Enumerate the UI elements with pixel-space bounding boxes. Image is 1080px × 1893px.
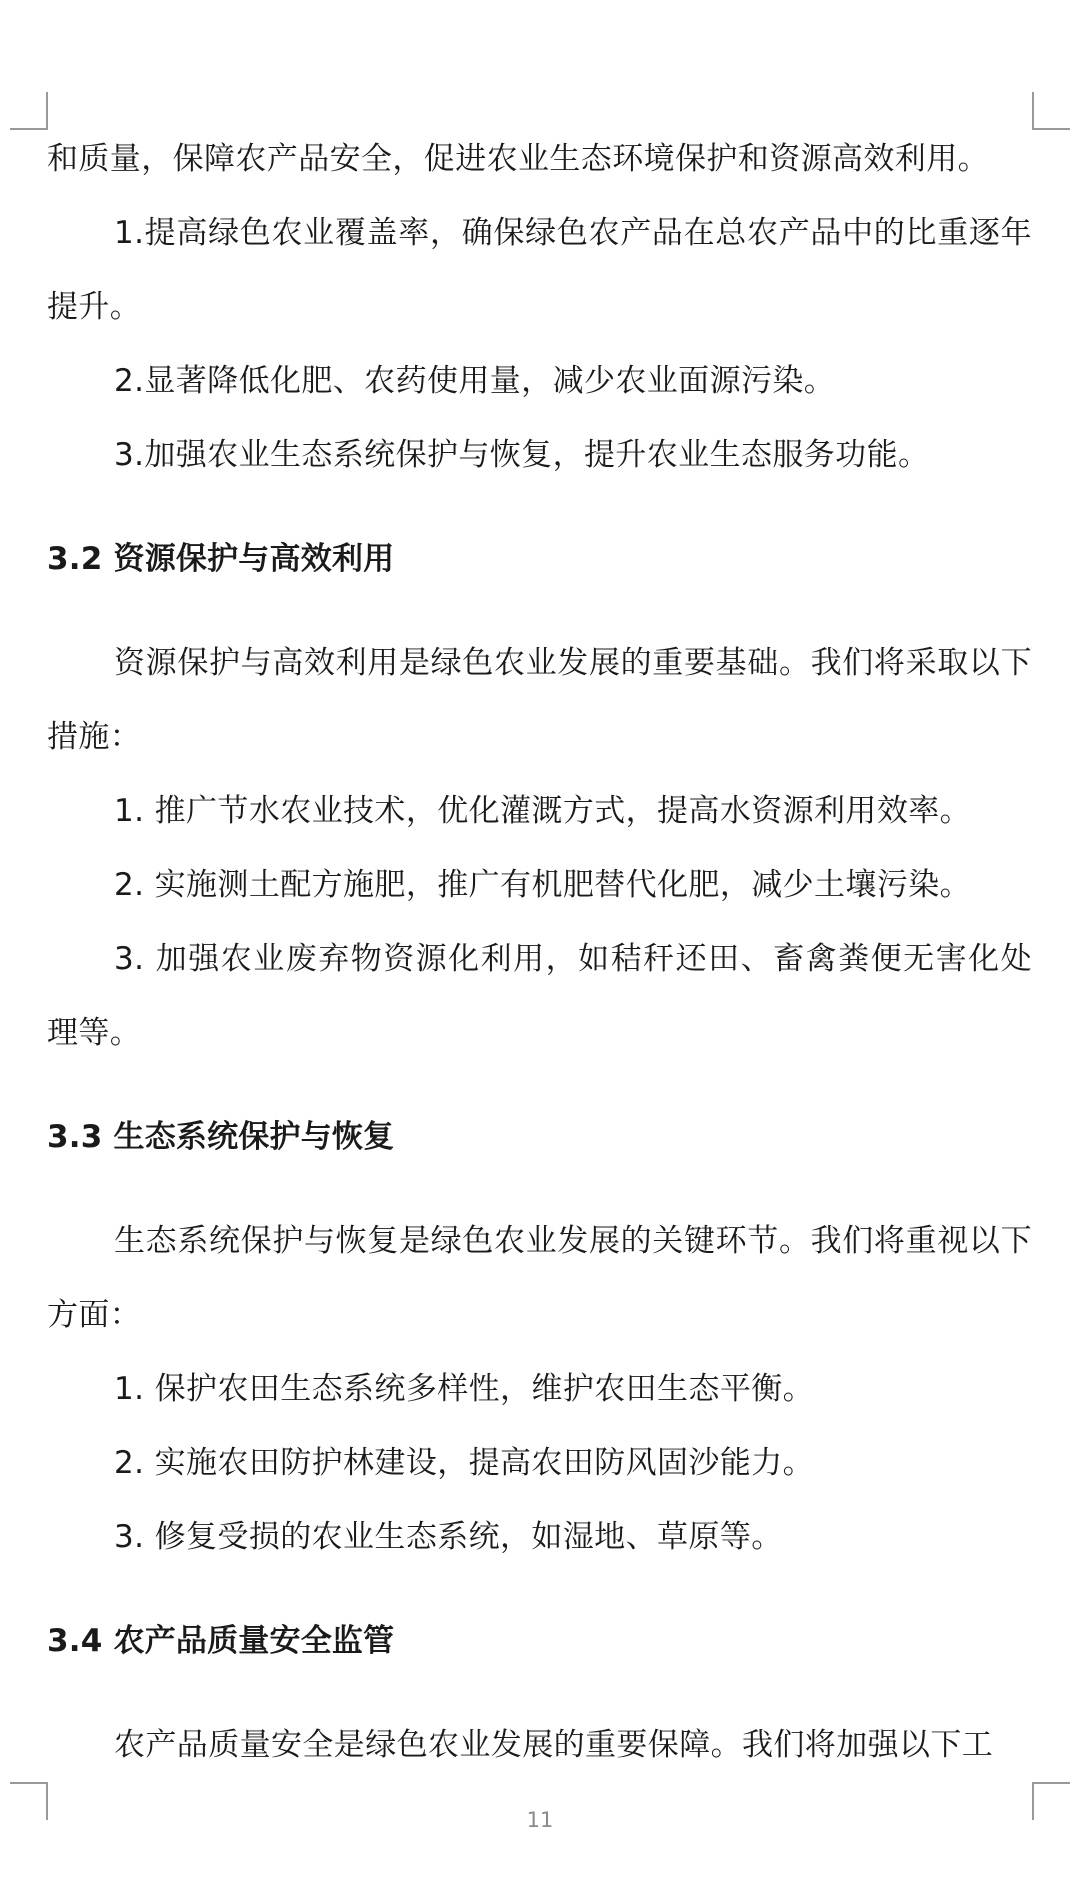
- section-3-2-item-2: 2. 实施测土配方施肥，推广有机肥替代化肥，减少土壤污染。: [114, 867, 972, 903]
- goal-item-2: 2.显著降低化肥、农药使用量，减少农业面源污染。: [114, 363, 836, 399]
- section-3-3-intro: 生态系统保护与恢复是绿色农业发展的关键环节。我们将重视以下方面：: [47, 1223, 1032, 1333]
- paragraph-continuation: 和质量，保障农产品安全，促进农业生态环境保护和资源高效利用。: [47, 141, 989, 177]
- page-number: 11: [526, 1808, 554, 1832]
- section-3-2-item-1: 1. 推广节水农业技术，优化灌溉方式，提高水资源利用效率。: [114, 793, 972, 829]
- section-heading-3-2: 3.2 资源保护与高效利用: [47, 541, 395, 577]
- section-3-2-intro: 资源保护与高效利用是绿色农业发展的重要基础。我们将采取以下措施：: [47, 645, 1032, 755]
- section-3-2-item-3: 3. 加强农业废弃物资源化利用，如秸秆还田、畜禽粪便无害化处理等。: [47, 941, 1032, 1051]
- goal-item-3: 3.加强农业生态系统保护与恢复，提升农业生态服务功能。: [114, 437, 930, 473]
- goal-item-1: 1.提高绿色农业覆盖率，确保绿色农产品在总农产品中的比重逐年提升。: [47, 215, 1032, 325]
- section-heading-3-4: 3.4 农产品质量安全监管: [47, 1623, 395, 1659]
- crop-mark-top-left: [10, 92, 48, 130]
- crop-mark-top-right: [1032, 92, 1070, 130]
- section-3-3-item-1: 1. 保护农田生态系统多样性，维护农田生态平衡。: [114, 1371, 815, 1407]
- document-body: [47, 122, 1032, 1782]
- section-3-3-item-3: 3. 修复受损的农业生态系统，如湿地、草原等。: [114, 1519, 783, 1555]
- section-heading-3-3: 3.3 生态系统保护与恢复: [47, 1119, 395, 1155]
- section-3-3-item-2: 2. 实施农田防护林建设，提高农田防风固沙能力。: [114, 1445, 815, 1481]
- section-3-4-intro: 农产品质量安全是绿色农业发展的重要保障。我们将加强以下工: [114, 1727, 994, 1763]
